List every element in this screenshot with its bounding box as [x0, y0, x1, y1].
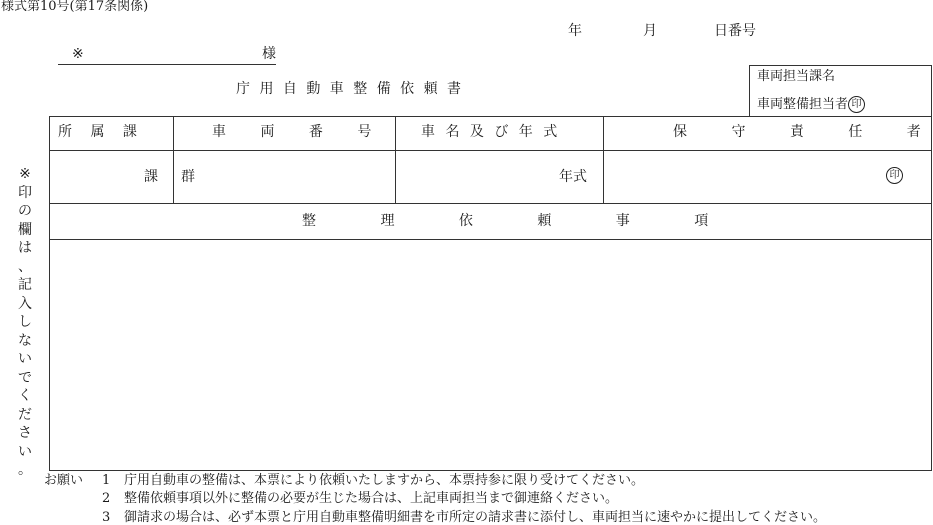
approval-box-left-border	[749, 65, 750, 116]
group-suffix: 群	[181, 169, 195, 185]
seal-icon: 印	[848, 96, 865, 113]
vehicle-maintenance-person-label	[757, 96, 865, 113]
table-left-border	[49, 116, 50, 471]
header-vehicle-name-year: 車 名 及 び 年 式	[421, 124, 558, 140]
date-day-number-label: 日番号	[714, 23, 756, 39]
side-note-char: 。	[18, 462, 32, 478]
header-maintenance-manager: 保 守 責 任 者	[673, 124, 921, 140]
addressee-suffix: 様	[262, 46, 276, 62]
side-note-char: 、	[18, 258, 32, 275]
note-3-number: 3	[102, 510, 111, 525]
note-2-number: 2	[102, 491, 111, 506]
request-items-header: 整 理 依 頼 事 項	[302, 213, 709, 229]
note-3-text: 御請求の場合は、必ず本票と庁用自動車整備明細書を市所定の請求書に添付し、車両担当に速やかに提出してください。	[124, 510, 827, 525]
note-1-number: 1	[102, 473, 111, 488]
date-year-label: 年	[568, 23, 582, 39]
notes-label: お願い	[44, 473, 84, 488]
table-top-border	[49, 116, 932, 117]
model-year-suffix: 年式	[559, 169, 587, 185]
department-suffix: 課	[144, 169, 158, 185]
header-department: 所 属 課	[58, 124, 137, 140]
table-row-bottom-border	[49, 203, 932, 204]
addressee-mark: ※	[72, 46, 84, 62]
request-header-bottom-border	[49, 239, 932, 240]
side-note-char: い	[18, 443, 32, 460]
note-1-text: 庁用自動車の整備は、本票により依頼いたしますから、本票持参に限り受けてください。	[124, 473, 645, 488]
addressee-underline	[58, 64, 276, 65]
side-note-char: ※	[19, 166, 31, 182]
table-header-bottom-border	[49, 150, 932, 151]
side-note-char: な	[18, 332, 32, 349]
side-note-char: 欄	[18, 221, 32, 238]
form-number: 様式第10号(第17条関係)	[1, 0, 149, 14]
side-note-char: 記	[18, 277, 32, 293]
table-bottom-border	[49, 470, 932, 471]
note-2-text: 整備依頼事項以外に整備の必要が生じた場合は、上記車両担当まで御連絡ください。	[124, 491, 619, 506]
approval-box-top-border	[749, 65, 932, 66]
side-note-char: く	[18, 388, 32, 404]
col-divider-2	[395, 116, 396, 204]
manager-seal	[886, 167, 903, 184]
side-note-char: 印	[18, 184, 32, 201]
side-note-char: 入	[18, 295, 32, 312]
side-note-text	[16, 165, 34, 480]
side-note-char: の	[18, 203, 32, 219]
side-note-char: さ	[18, 425, 32, 441]
date-month-label: 月	[643, 23, 657, 39]
side-note-char: で	[18, 369, 32, 386]
vehicle-dept-label: 車両担当課名	[757, 69, 836, 84]
seal-icon: 印	[886, 167, 903, 184]
col-divider-1	[173, 116, 174, 204]
vehicle-maintenance-person-text: 車両整備担当者	[757, 97, 849, 112]
side-note-char: だ	[18, 406, 32, 423]
side-note-vertical	[16, 165, 34, 480]
approval-box-right-border	[931, 65, 932, 471]
header-vehicle-number: 車 両 番 号	[212, 124, 372, 140]
side-note-char: し	[18, 314, 32, 330]
form-title: 庁 用 自 動 車 整 備 依 頼 書	[236, 81, 462, 97]
col-divider-3	[603, 116, 604, 204]
side-note-char: い	[18, 351, 32, 367]
side-note-char: は	[18, 240, 32, 256]
